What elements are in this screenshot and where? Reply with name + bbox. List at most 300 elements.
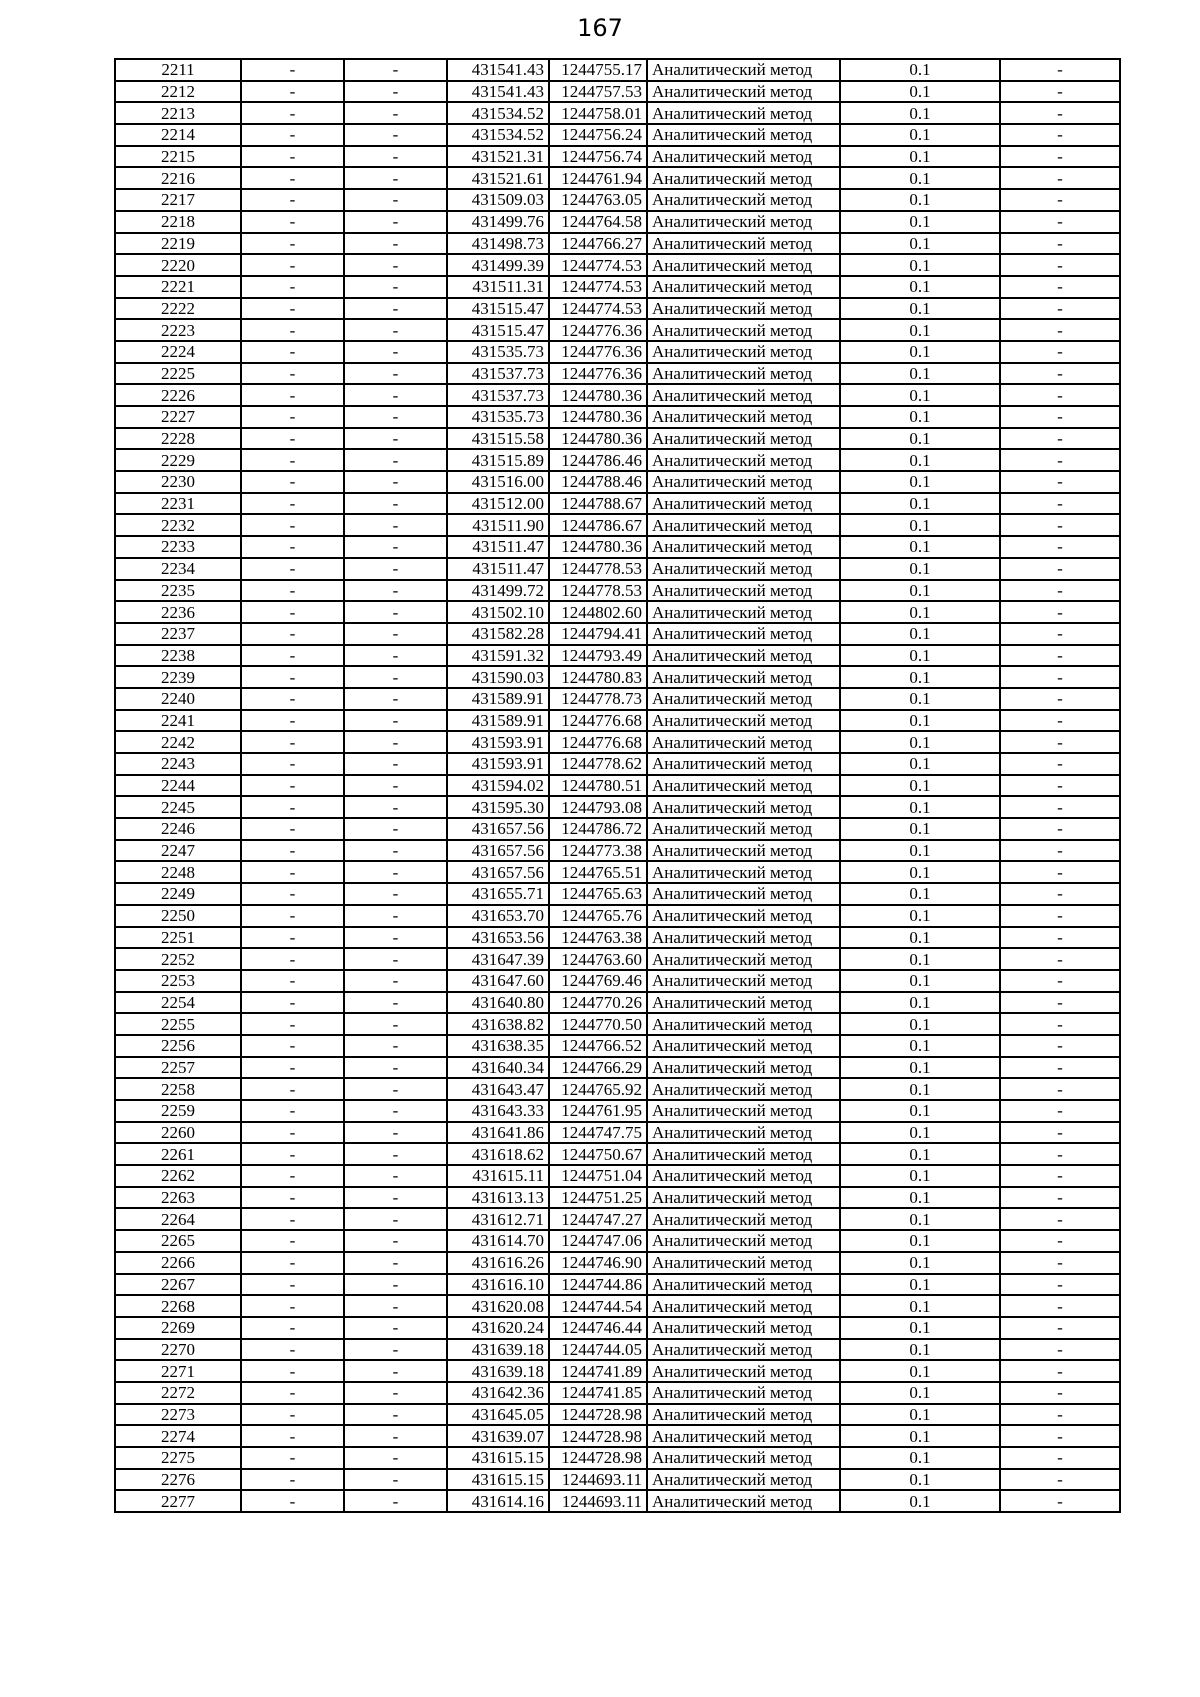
dash-cell-1: - — [241, 731, 344, 753]
method-cell: Аналитический метод — [647, 1252, 840, 1274]
point-number-cell: 2257 — [115, 1057, 241, 1079]
point-number-cell: 2276 — [115, 1469, 241, 1491]
dash-cell-2: - — [344, 363, 447, 385]
dash-cell-2: - — [344, 384, 447, 406]
y-coordinate-cell: 1244765.92 — [549, 1078, 647, 1100]
x-coordinate-cell: 431657.56 — [447, 861, 549, 883]
x-coordinate-cell: 431612.71 — [447, 1208, 549, 1230]
dash-cell-2: - — [344, 254, 447, 276]
x-coordinate-cell: 431590.03 — [447, 666, 549, 688]
method-cell: Аналитический метод — [647, 601, 840, 623]
method-cell: Аналитический метод — [647, 189, 840, 211]
y-coordinate-cell: 1244788.46 — [549, 471, 647, 493]
dash-cell-1: - — [241, 1165, 344, 1187]
dash-cell-2: - — [344, 1252, 447, 1274]
table-row — [115, 124, 1120, 146]
y-coordinate-cell: 1244776.36 — [549, 363, 647, 385]
dash-cell-2: - — [344, 731, 447, 753]
dash-cell-1: - — [241, 861, 344, 883]
dash-cell-3: - — [1000, 861, 1120, 883]
accuracy-cell: 0.1 — [840, 601, 1000, 623]
dash-cell-2: - — [344, 1490, 447, 1512]
method-cell: Аналитический метод — [647, 1078, 840, 1100]
y-coordinate-cell: 1244776.36 — [549, 341, 647, 363]
y-coordinate-cell: 1244756.74 — [549, 146, 647, 168]
dash-cell-2: - — [344, 1078, 447, 1100]
table-row — [115, 471, 1120, 493]
point-number-cell: 2260 — [115, 1122, 241, 1144]
y-coordinate-cell: 1244788.67 — [549, 493, 647, 515]
x-coordinate-cell: 431655.71 — [447, 883, 549, 905]
dash-cell-1: - — [241, 840, 344, 862]
x-coordinate-cell: 431645.05 — [447, 1404, 549, 1426]
y-coordinate-cell: 1244766.52 — [549, 1035, 647, 1057]
dash-cell-1: - — [241, 1100, 344, 1122]
table-row — [115, 276, 1120, 298]
dash-cell-3: - — [1000, 818, 1120, 840]
point-number-cell: 2268 — [115, 1295, 241, 1317]
table-row — [115, 428, 1120, 450]
point-number-cell: 2245 — [115, 796, 241, 818]
table-row — [115, 1078, 1120, 1100]
dash-cell-1: - — [241, 1013, 344, 1035]
point-number-cell: 2267 — [115, 1274, 241, 1296]
dash-cell-2: - — [344, 970, 447, 992]
dash-cell-3: - — [1000, 580, 1120, 602]
dash-cell-2: - — [344, 1230, 447, 1252]
dash-cell-2: - — [344, 818, 447, 840]
point-number-cell: 2214 — [115, 124, 241, 146]
x-coordinate-cell: 431515.47 — [447, 298, 549, 320]
dash-cell-3: - — [1000, 1143, 1120, 1165]
point-number-cell: 2226 — [115, 384, 241, 406]
dash-cell-2: - — [344, 514, 447, 536]
x-coordinate-cell: 431638.82 — [447, 1013, 549, 1035]
dash-cell-3: - — [1000, 363, 1120, 385]
method-cell: Аналитический метод — [647, 970, 840, 992]
y-coordinate-cell: 1244765.51 — [549, 861, 647, 883]
method-cell: Аналитический метод — [647, 1013, 840, 1035]
dash-cell-1: - — [241, 753, 344, 775]
point-number-cell: 2227 — [115, 406, 241, 428]
dash-cell-2: - — [344, 81, 447, 103]
dash-cell-1: - — [241, 558, 344, 580]
point-number-cell: 2272 — [115, 1382, 241, 1404]
dash-cell-2: - — [344, 1122, 447, 1144]
method-cell: Аналитический метод — [647, 688, 840, 710]
method-cell: Аналитический метод — [647, 363, 840, 385]
dash-cell-2: - — [344, 1187, 447, 1209]
table-row — [115, 1382, 1120, 1404]
page-number: 167 — [577, 14, 623, 42]
dash-cell-1: - — [241, 1208, 344, 1230]
x-coordinate-cell: 431615.15 — [447, 1447, 549, 1469]
dash-cell-3: - — [1000, 1122, 1120, 1144]
y-coordinate-cell: 1244774.53 — [549, 276, 647, 298]
point-number-cell: 2247 — [115, 840, 241, 862]
table-row — [115, 493, 1120, 515]
dash-cell-2: - — [344, 1404, 447, 1426]
dash-cell-3: - — [1000, 1057, 1120, 1079]
table-row — [115, 601, 1120, 623]
accuracy-cell: 0.1 — [840, 124, 1000, 146]
point-number-cell: 2212 — [115, 81, 241, 103]
dash-cell-2: - — [344, 1295, 447, 1317]
accuracy-cell: 0.1 — [840, 471, 1000, 493]
point-number-cell: 2234 — [115, 558, 241, 580]
accuracy-cell: 0.1 — [840, 731, 1000, 753]
y-coordinate-cell: 1244780.36 — [549, 406, 647, 428]
point-number-cell: 2232 — [115, 514, 241, 536]
point-number-cell: 2211 — [115, 59, 241, 81]
dash-cell-2: - — [344, 558, 447, 580]
table-row — [115, 146, 1120, 168]
dash-cell-2: - — [344, 1360, 447, 1382]
y-coordinate-cell: 1244741.85 — [549, 1382, 647, 1404]
dash-cell-1: - — [241, 796, 344, 818]
dash-cell-2: - — [344, 1143, 447, 1165]
y-coordinate-cell: 1244769.46 — [549, 970, 647, 992]
dash-cell-3: - — [1000, 970, 1120, 992]
y-coordinate-cell: 1244778.53 — [549, 580, 647, 602]
method-cell: Аналитический метод — [647, 1339, 840, 1361]
y-coordinate-cell: 1244747.27 — [549, 1208, 647, 1230]
y-coordinate-cell: 1244802.60 — [549, 601, 647, 623]
x-coordinate-cell: 431498.73 — [447, 233, 549, 255]
y-coordinate-cell: 1244744.54 — [549, 1295, 647, 1317]
x-coordinate-cell: 431657.56 — [447, 818, 549, 840]
dash-cell-1: - — [241, 580, 344, 602]
accuracy-cell: 0.1 — [840, 254, 1000, 276]
method-cell: Аналитический метод — [647, 1360, 840, 1382]
accuracy-cell: 0.1 — [840, 1469, 1000, 1491]
x-coordinate-cell: 431640.34 — [447, 1057, 549, 1079]
accuracy-cell: 0.1 — [840, 775, 1000, 797]
y-coordinate-cell: 1244758.01 — [549, 102, 647, 124]
dash-cell-3: - — [1000, 1360, 1120, 1382]
dash-cell-3: - — [1000, 1165, 1120, 1187]
method-cell: Аналитический метод — [647, 861, 840, 883]
point-number-cell: 2277 — [115, 1490, 241, 1512]
dash-cell-3: - — [1000, 1382, 1120, 1404]
x-coordinate-cell: 431537.73 — [447, 384, 549, 406]
table-row — [115, 927, 1120, 949]
y-coordinate-cell: 1244728.98 — [549, 1425, 647, 1447]
dash-cell-2: - — [344, 276, 447, 298]
x-coordinate-cell: 431593.91 — [447, 753, 549, 775]
dash-cell-1: - — [241, 124, 344, 146]
dash-cell-3: - — [1000, 1013, 1120, 1035]
method-cell: Аналитический метод — [647, 233, 840, 255]
dash-cell-1: - — [241, 948, 344, 970]
point-number-cell: 2221 — [115, 276, 241, 298]
point-number-cell: 2264 — [115, 1208, 241, 1230]
method-cell: Аналитический метод — [647, 1490, 840, 1512]
method-cell: Аналитический метод — [647, 840, 840, 862]
table-row — [115, 905, 1120, 927]
table-row — [115, 710, 1120, 732]
dash-cell-2: - — [344, 102, 447, 124]
accuracy-cell: 0.1 — [840, 1382, 1000, 1404]
accuracy-cell: 0.1 — [840, 189, 1000, 211]
accuracy-cell: 0.1 — [840, 428, 1000, 450]
dash-cell-2: - — [344, 688, 447, 710]
point-number-cell: 2224 — [115, 341, 241, 363]
dash-cell-1: - — [241, 666, 344, 688]
y-coordinate-cell: 1244770.26 — [549, 992, 647, 1014]
dash-cell-3: - — [1000, 1230, 1120, 1252]
dash-cell-3: - — [1000, 59, 1120, 81]
dash-cell-3: - — [1000, 775, 1120, 797]
accuracy-cell: 0.1 — [840, 1360, 1000, 1382]
table-row — [115, 319, 1120, 341]
x-coordinate-cell: 431511.47 — [447, 558, 549, 580]
method-cell: Аналитический метод — [647, 384, 840, 406]
method-cell: Аналитический метод — [647, 167, 840, 189]
dash-cell-1: - — [241, 167, 344, 189]
method-cell: Аналитический метод — [647, 1469, 840, 1491]
accuracy-cell: 0.1 — [840, 1295, 1000, 1317]
accuracy-cell: 0.1 — [840, 883, 1000, 905]
dash-cell-1: - — [241, 1187, 344, 1209]
x-coordinate-cell: 431511.31 — [447, 276, 549, 298]
y-coordinate-cell: 1244780.36 — [549, 384, 647, 406]
table-row — [115, 775, 1120, 797]
method-cell: Аналитический метод — [647, 449, 840, 471]
table-row — [115, 992, 1120, 1014]
table-row — [115, 1100, 1120, 1122]
dash-cell-2: - — [344, 1382, 447, 1404]
method-cell: Аналитический метод — [647, 623, 840, 645]
table-row — [115, 1035, 1120, 1057]
point-number-cell: 2229 — [115, 449, 241, 471]
accuracy-cell: 0.1 — [840, 493, 1000, 515]
accuracy-cell: 0.1 — [840, 1230, 1000, 1252]
x-coordinate-cell: 431653.56 — [447, 927, 549, 949]
table-row — [115, 1317, 1120, 1339]
dash-cell-1: - — [241, 428, 344, 450]
point-number-cell: 2253 — [115, 970, 241, 992]
accuracy-cell: 0.1 — [840, 384, 1000, 406]
dash-cell-1: - — [241, 189, 344, 211]
dash-cell-3: - — [1000, 1490, 1120, 1512]
y-coordinate-cell: 1244793.08 — [549, 796, 647, 818]
method-cell: Аналитический метод — [647, 471, 840, 493]
table-row — [115, 1447, 1120, 1469]
method-cell: Аналитический метод — [647, 883, 840, 905]
accuracy-cell: 0.1 — [840, 59, 1000, 81]
method-cell: Аналитический метод — [647, 753, 840, 775]
dash-cell-3: - — [1000, 710, 1120, 732]
dash-cell-2: - — [344, 341, 447, 363]
dash-cell-2: - — [344, 1208, 447, 1230]
dash-cell-3: - — [1000, 840, 1120, 862]
point-number-cell: 2238 — [115, 645, 241, 667]
y-coordinate-cell: 1244751.04 — [549, 1165, 647, 1187]
point-number-cell: 2237 — [115, 623, 241, 645]
x-coordinate-cell: 431521.61 — [447, 167, 549, 189]
method-cell: Аналитический метод — [647, 319, 840, 341]
dash-cell-1: - — [241, 927, 344, 949]
dash-cell-1: - — [241, 1490, 344, 1512]
x-coordinate-cell: 431643.33 — [447, 1100, 549, 1122]
accuracy-cell: 0.1 — [840, 341, 1000, 363]
dash-cell-2: - — [344, 1035, 447, 1057]
accuracy-cell: 0.1 — [840, 1208, 1000, 1230]
x-coordinate-cell: 431535.73 — [447, 406, 549, 428]
x-coordinate-cell: 431616.26 — [447, 1252, 549, 1274]
table-row — [115, 1252, 1120, 1274]
dash-cell-2: - — [344, 905, 447, 927]
point-number-cell: 2254 — [115, 992, 241, 1014]
method-cell: Аналитический метод — [647, 948, 840, 970]
x-coordinate-cell: 431499.39 — [447, 254, 549, 276]
method-cell: Аналитический метод — [647, 731, 840, 753]
dash-cell-3: - — [1000, 406, 1120, 428]
point-number-cell: 2271 — [115, 1360, 241, 1382]
point-number-cell: 2239 — [115, 666, 241, 688]
method-cell: Аналитический метод — [647, 1230, 840, 1252]
dash-cell-3: - — [1000, 341, 1120, 363]
method-cell: Аналитический метод — [647, 580, 840, 602]
dash-cell-2: - — [344, 59, 447, 81]
y-coordinate-cell: 1244741.89 — [549, 1360, 647, 1382]
dash-cell-2: - — [344, 1339, 447, 1361]
dash-cell-2: - — [344, 710, 447, 732]
y-coordinate-cell: 1244780.51 — [549, 775, 647, 797]
point-number-cell: 2252 — [115, 948, 241, 970]
table-row — [115, 580, 1120, 602]
point-number-cell: 2228 — [115, 428, 241, 450]
method-cell: Аналитический метод — [647, 645, 840, 667]
dash-cell-2: - — [344, 992, 447, 1014]
dash-cell-3: - — [1000, 1425, 1120, 1447]
dash-cell-3: - — [1000, 883, 1120, 905]
y-coordinate-cell: 1244747.06 — [549, 1230, 647, 1252]
method-cell: Аналитический метод — [647, 1100, 840, 1122]
table-row — [115, 1274, 1120, 1296]
accuracy-cell: 0.1 — [840, 1274, 1000, 1296]
table-row — [115, 1425, 1120, 1447]
point-number-cell: 2270 — [115, 1339, 241, 1361]
y-coordinate-cell: 1244776.68 — [549, 731, 647, 753]
dash-cell-3: - — [1000, 1187, 1120, 1209]
x-coordinate-cell: 431639.18 — [447, 1339, 549, 1361]
dash-cell-1: - — [241, 1122, 344, 1144]
x-coordinate-cell: 431653.70 — [447, 905, 549, 927]
dash-cell-3: - — [1000, 666, 1120, 688]
point-number-cell: 2244 — [115, 775, 241, 797]
table-row — [115, 102, 1120, 124]
dash-cell-3: - — [1000, 645, 1120, 667]
point-number-cell: 2233 — [115, 536, 241, 558]
dash-cell-1: - — [241, 298, 344, 320]
table-row — [115, 363, 1120, 385]
table-row — [115, 1057, 1120, 1079]
dash-cell-2: - — [344, 211, 447, 233]
x-coordinate-cell: 431593.91 — [447, 731, 549, 753]
y-coordinate-cell: 1244750.67 — [549, 1143, 647, 1165]
method-cell: Аналитический метод — [647, 1382, 840, 1404]
dash-cell-3: - — [1000, 189, 1120, 211]
x-coordinate-cell: 431595.30 — [447, 796, 549, 818]
dash-cell-1: - — [241, 775, 344, 797]
accuracy-cell: 0.1 — [840, 1490, 1000, 1512]
x-coordinate-cell: 431511.47 — [447, 536, 549, 558]
x-coordinate-cell: 431640.80 — [447, 992, 549, 1014]
accuracy-cell: 0.1 — [840, 276, 1000, 298]
dash-cell-2: - — [344, 861, 447, 883]
dash-cell-3: - — [1000, 558, 1120, 580]
point-number-cell: 2265 — [115, 1230, 241, 1252]
method-cell: Аналитический метод — [647, 102, 840, 124]
point-number-cell: 2222 — [115, 298, 241, 320]
table-row — [115, 1208, 1120, 1230]
table-row — [115, 233, 1120, 255]
accuracy-cell: 0.1 — [840, 146, 1000, 168]
method-cell: Аналитический метод — [647, 81, 840, 103]
y-coordinate-cell: 1244728.98 — [549, 1404, 647, 1426]
x-coordinate-cell: 431643.47 — [447, 1078, 549, 1100]
point-number-cell: 2250 — [115, 905, 241, 927]
dash-cell-1: - — [241, 688, 344, 710]
dash-cell-2: - — [344, 1013, 447, 1035]
point-number-cell: 2215 — [115, 146, 241, 168]
dash-cell-2: - — [344, 493, 447, 515]
method-cell: Аналитический метод — [647, 341, 840, 363]
dash-cell-3: - — [1000, 167, 1120, 189]
y-coordinate-cell: 1244780.36 — [549, 428, 647, 450]
method-cell: Аналитический метод — [647, 298, 840, 320]
dash-cell-3: - — [1000, 1252, 1120, 1274]
y-coordinate-cell: 1244764.58 — [549, 211, 647, 233]
table-row — [115, 623, 1120, 645]
table-row — [115, 59, 1120, 81]
table-row — [115, 1230, 1120, 1252]
y-coordinate-cell: 1244746.90 — [549, 1252, 647, 1274]
point-number-cell: 2220 — [115, 254, 241, 276]
x-coordinate-cell: 431642.36 — [447, 1382, 549, 1404]
x-coordinate-cell: 431638.35 — [447, 1035, 549, 1057]
y-coordinate-cell: 1244780.83 — [549, 666, 647, 688]
dash-cell-2: - — [344, 471, 447, 493]
dash-cell-2: - — [344, 536, 447, 558]
dash-cell-1: - — [241, 536, 344, 558]
dash-cell-1: - — [241, 1230, 344, 1252]
dash-cell-2: - — [344, 1447, 447, 1469]
dash-cell-3: - — [1000, 1469, 1120, 1491]
method-cell: Аналитический метод — [647, 254, 840, 276]
dash-cell-1: - — [241, 645, 344, 667]
point-number-cell: 2218 — [115, 211, 241, 233]
dash-cell-3: - — [1000, 623, 1120, 645]
dash-cell-3: - — [1000, 493, 1120, 515]
accuracy-cell: 0.1 — [840, 406, 1000, 428]
dash-cell-1: - — [241, 1425, 344, 1447]
dash-cell-3: - — [1000, 81, 1120, 103]
dash-cell-3: - — [1000, 1317, 1120, 1339]
y-coordinate-cell: 1244774.53 — [549, 298, 647, 320]
y-coordinate-cell: 1244786.72 — [549, 818, 647, 840]
table-row — [115, 1404, 1120, 1426]
table-row — [115, 666, 1120, 688]
x-coordinate-cell: 431639.07 — [447, 1425, 549, 1447]
accuracy-cell: 0.1 — [840, 81, 1000, 103]
dash-cell-3: - — [1000, 1078, 1120, 1100]
dash-cell-2: - — [344, 666, 447, 688]
dash-cell-1: - — [241, 710, 344, 732]
x-coordinate-cell: 431657.56 — [447, 840, 549, 862]
